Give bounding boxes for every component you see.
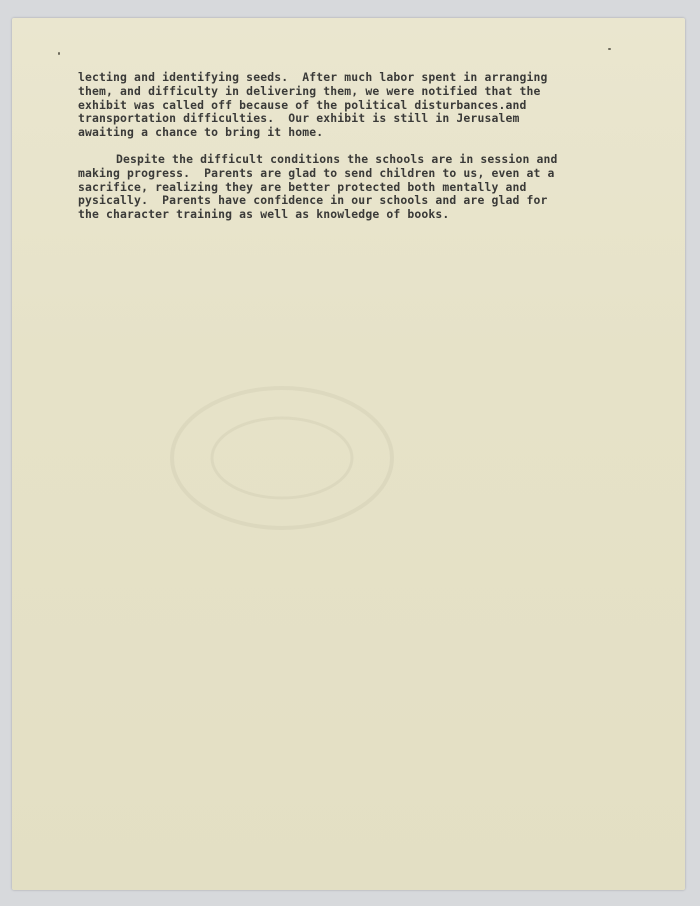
paper-watermark-emblem — [132, 348, 432, 548]
paragraph-1 — [78, 71, 638, 140]
text-line: pysically. Parents have confidence in our schools and are glad for — [78, 193, 548, 208]
typewritten-page — [12, 18, 685, 890]
text-line: Despite the difficult conditions the schools are in session and — [116, 151, 558, 166]
text-line: them, and difficulty in delivering them, we were notified that the — [78, 83, 541, 98]
text-line: exhibit was called off because of the political disturbances.and — [78, 97, 527, 112]
paper-speck — [608, 48, 611, 50]
text-line: making progress. Parents are glad to send children to us, even at a — [78, 165, 555, 180]
paper-speck — [58, 52, 60, 55]
text-line: the character training as well as knowledge of books. — [78, 207, 450, 222]
paragraph-2 — [78, 153, 638, 222]
text-line: lecting and identifying seeds. After much labor spent in arranging — [78, 70, 548, 84]
text-line: awaiting a chance to bring it home. — [78, 125, 324, 140]
typed-body — [78, 71, 638, 222]
text-line: transportation difficulties. Our exhibit is still in Jerusalem — [78, 111, 520, 126]
text-line: sacrifice, realizing they are better protected both mentally and — [78, 179, 527, 194]
